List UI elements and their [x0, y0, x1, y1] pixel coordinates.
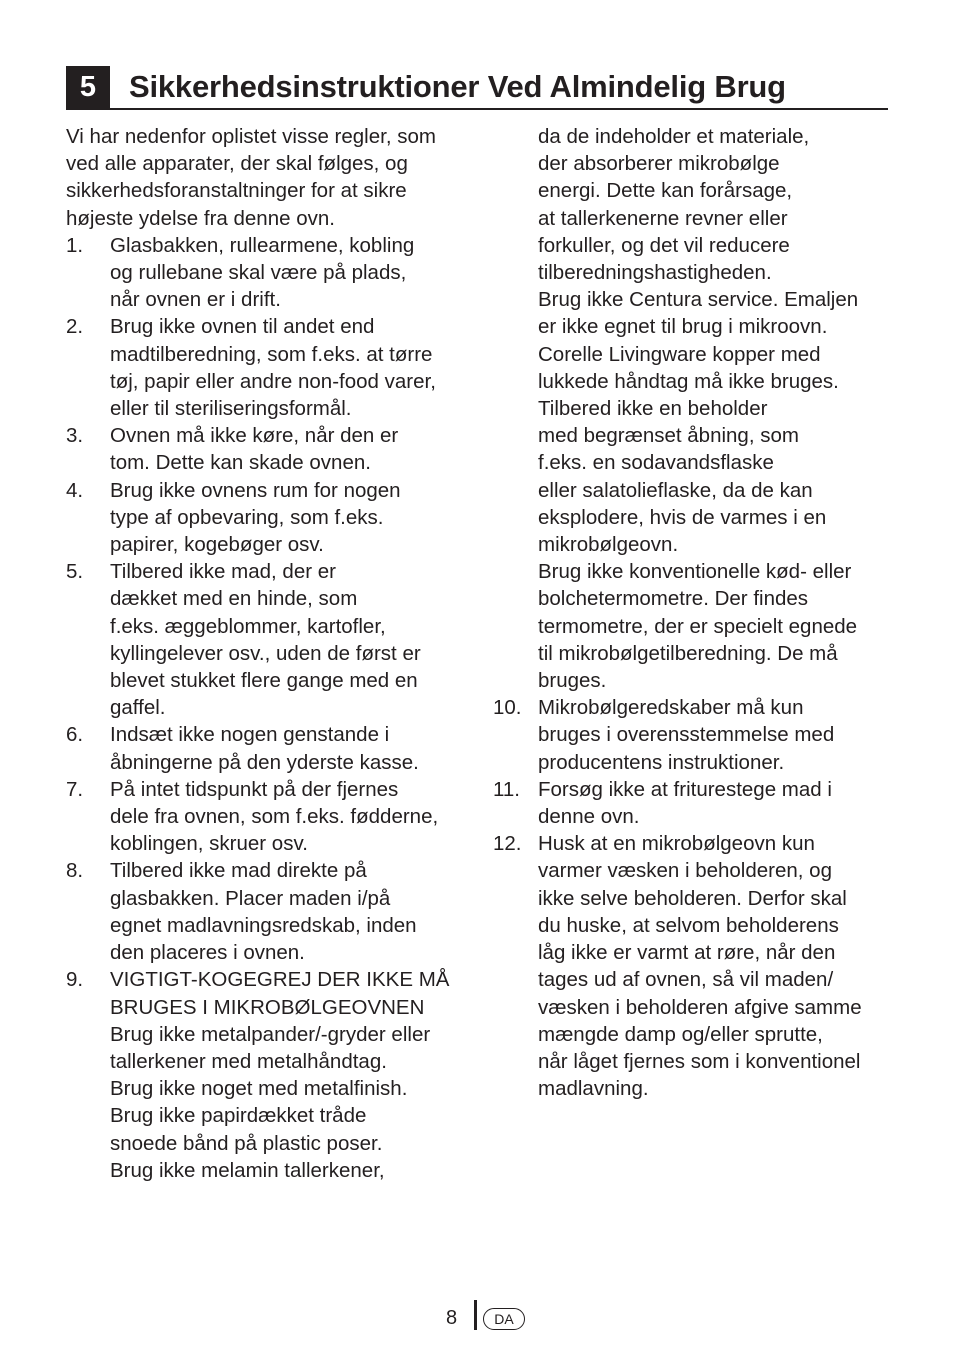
item-line: at tallerkenerne revner eller [538, 206, 788, 230]
item-line: glasbakken. Placer maden i/på [110, 886, 391, 910]
item-line: Forsøg ikke at friturestege mad i [538, 777, 832, 801]
item-number: 3. [66, 424, 84, 448]
language-badge: DA [483, 1308, 525, 1330]
item-line: ikke selve beholderen. Derfor skal [538, 886, 847, 910]
intro-line: Vi har nedenfor oplistet visse regler, som [66, 125, 436, 148]
item-line: varmer væsken i beholderen, og [538, 859, 832, 883]
item-line: du huske, at selvom beholderens [538, 913, 839, 937]
item-line: mængde damp og/eller sprutte, [538, 1022, 823, 1046]
item-line: åbningerne på den yderste kasse. [110, 750, 419, 774]
item-line: forkuller, og det vil reducere [538, 233, 790, 257]
list-item-6 [66, 721, 476, 775]
item-line: termometre, der er specielt egnede [538, 614, 858, 638]
item-line: Corelle Livingware kopper med [538, 342, 821, 366]
item-line: Tilbered ikke mad, der er [110, 560, 336, 584]
item-line: tilberedningshastigheden. [538, 261, 772, 285]
item-number: 4. [66, 478, 84, 502]
item-line: Glasbakken, rullearmene, kobling [110, 233, 415, 257]
item-line: type af opbevaring, som f.eks. [110, 505, 384, 529]
page-number: 8 [446, 1307, 458, 1329]
list-item-5 [66, 558, 476, 721]
item-line: VIGTIGT-KOGEGREJ DER IKKE MÅ [110, 968, 450, 992]
item-line: Brug ikke melamin tallerkener, [110, 1158, 385, 1182]
list-item-12 [492, 830, 902, 1102]
item-line: Brug ikke ovnens rum for nogen [110, 478, 401, 502]
item-line: koblingen, skruer osv. [110, 832, 308, 856]
item-line: eller til steriliseringsformål. [110, 397, 352, 421]
footer-divider [474, 1300, 477, 1330]
item-line: tallerkener med metalhåndtag. [110, 1049, 387, 1073]
item-line: Husk at en mikrobølgeovn kun [538, 832, 815, 856]
item-line: Brug ikke Centura service. Emaljen [538, 288, 859, 312]
item-line: egnet madlavningsredskab, inden [110, 913, 417, 937]
item-line: blevet stukket flere gange med en [110, 669, 418, 693]
item-number: 12. [493, 832, 522, 856]
item-line: Brug ikke metalpander/-gryder eller [110, 1022, 431, 1046]
list-item-1 [66, 232, 476, 314]
intro-line: ved alle apparater, der skal følges, og [66, 152, 408, 176]
section-header [66, 66, 888, 110]
item-line: bruges. [538, 669, 607, 693]
item-number: 2. [66, 315, 84, 339]
item-number: 8. [66, 859, 84, 883]
list-item-9 [66, 966, 476, 1184]
item-line: med begrænset åbning, som [538, 424, 799, 448]
item-line: der absorberer mikrobølge [538, 152, 780, 176]
item-line: bolchetermometre. Der findes [538, 587, 809, 611]
item-line: Brug ikke papirdækket tråde [110, 1104, 367, 1128]
item-line: Tilbered ikke mad direkte på [110, 859, 367, 883]
item-line: Brug ikke konventionelle kød- eller [538, 560, 852, 584]
item-number: 10. [493, 696, 522, 720]
item-line: Mikrobølgeredskaber må kun [538, 696, 804, 720]
item-line: mikrobølgeovn. [538, 533, 679, 557]
section-number-badge: 5 [66, 66, 110, 108]
item-line: BRUGES I MIKROBØLGEOVNEN [110, 995, 425, 1019]
item-line: Brug ikke ovnen til andet end [110, 315, 375, 339]
section-title: Sikkerhedsinstruktioner Ved Almindelig Brug [129, 69, 786, 104]
item-line: Brug ikke noget med metalfinish. [110, 1077, 408, 1101]
intro-line: sikkerhedsforanstaltninger for at sikre [66, 179, 407, 203]
item-line: kyllingelever osv., uden de først er [110, 641, 421, 665]
item-line: Ovnen må ikke køre, når den er [110, 424, 399, 448]
item-line: når ovnen er i drift. [110, 288, 281, 312]
item-line: lukkede håndtag må ikke bruges. [538, 369, 839, 393]
item-line: dele fra ovnen, som f.eks. fødderne, [110, 805, 439, 829]
item-line: eller salatolieflaske, da de kan [538, 478, 813, 502]
item-line: energi. Dette kan forårsage, [538, 179, 793, 203]
item-line: da de indeholder et materiale, [538, 125, 810, 148]
item-line: og rullebane skal være på plads, [110, 261, 407, 285]
item-line: papirer, kogebøger osv. [110, 533, 324, 557]
item-number: 11. [493, 777, 520, 801]
left-column [66, 123, 476, 1184]
item-line: dækket med en hinde, som [110, 587, 358, 611]
item-line: producentens instruktioner. [538, 750, 785, 774]
item-line: På intet tidspunkt på der fjernes [110, 777, 399, 801]
item-number: 1. [66, 233, 84, 257]
list-item-7 [66, 776, 476, 858]
item-number: 6. [66, 723, 84, 747]
item-line: bruges i overensstemmelse med [538, 723, 835, 747]
list-item-9-continuation [492, 123, 902, 694]
item-number: 9. [66, 968, 84, 992]
list-item-2 [66, 313, 476, 422]
list-item-8 [66, 857, 476, 966]
item-line: denne ovn. [538, 805, 640, 829]
item-line: den placeres i ovnen. [110, 941, 305, 965]
list-item-3 [66, 422, 476, 476]
item-line: væsken i beholderen afgive samme [538, 995, 862, 1019]
item-line: er ikke egnet til brug i mikroovn. [538, 315, 828, 339]
item-line: madlavning. [538, 1077, 649, 1101]
item-line: eksplodere, hvis de varmes i en [538, 505, 827, 529]
item-line: snoede bånd på plastic poser. [110, 1131, 383, 1155]
item-line: tages ud af ovnen, så vil maden/ [538, 968, 834, 992]
item-number: 5. [66, 560, 84, 584]
list-item-11 [492, 776, 902, 830]
item-line: f.eks. æggeblommer, kartofler, [110, 614, 386, 638]
intro-paragraph [66, 123, 476, 232]
list-item-10 [492, 694, 902, 776]
item-line: når låget fjernes som i konventionel [538, 1049, 861, 1073]
item-number: 7. [66, 777, 84, 801]
intro-line: højeste ydelse fra denne ovn. [66, 206, 335, 230]
item-line: f.eks. en sodavandsflaske [538, 451, 774, 475]
item-line: tøj, papir eller andre non-food varer, [110, 369, 436, 393]
item-line: Indsæt ikke nogen genstande i [110, 723, 390, 747]
item-line: tom. Dette kan skade ovnen. [110, 451, 371, 475]
page-footer [0, 1300, 954, 1340]
item-line: gaffel. [110, 696, 166, 720]
item-line: madtilberedning, som f.eks. at tørre [110, 342, 433, 366]
item-line: til mikrobølgetilberedning. De må [538, 641, 838, 665]
item-line: Tilbered ikke en beholder [538, 397, 768, 421]
right-column [492, 123, 902, 1102]
item-line: låg ikke er varmt at røre, når den [538, 941, 836, 965]
list-item-4 [66, 477, 476, 559]
